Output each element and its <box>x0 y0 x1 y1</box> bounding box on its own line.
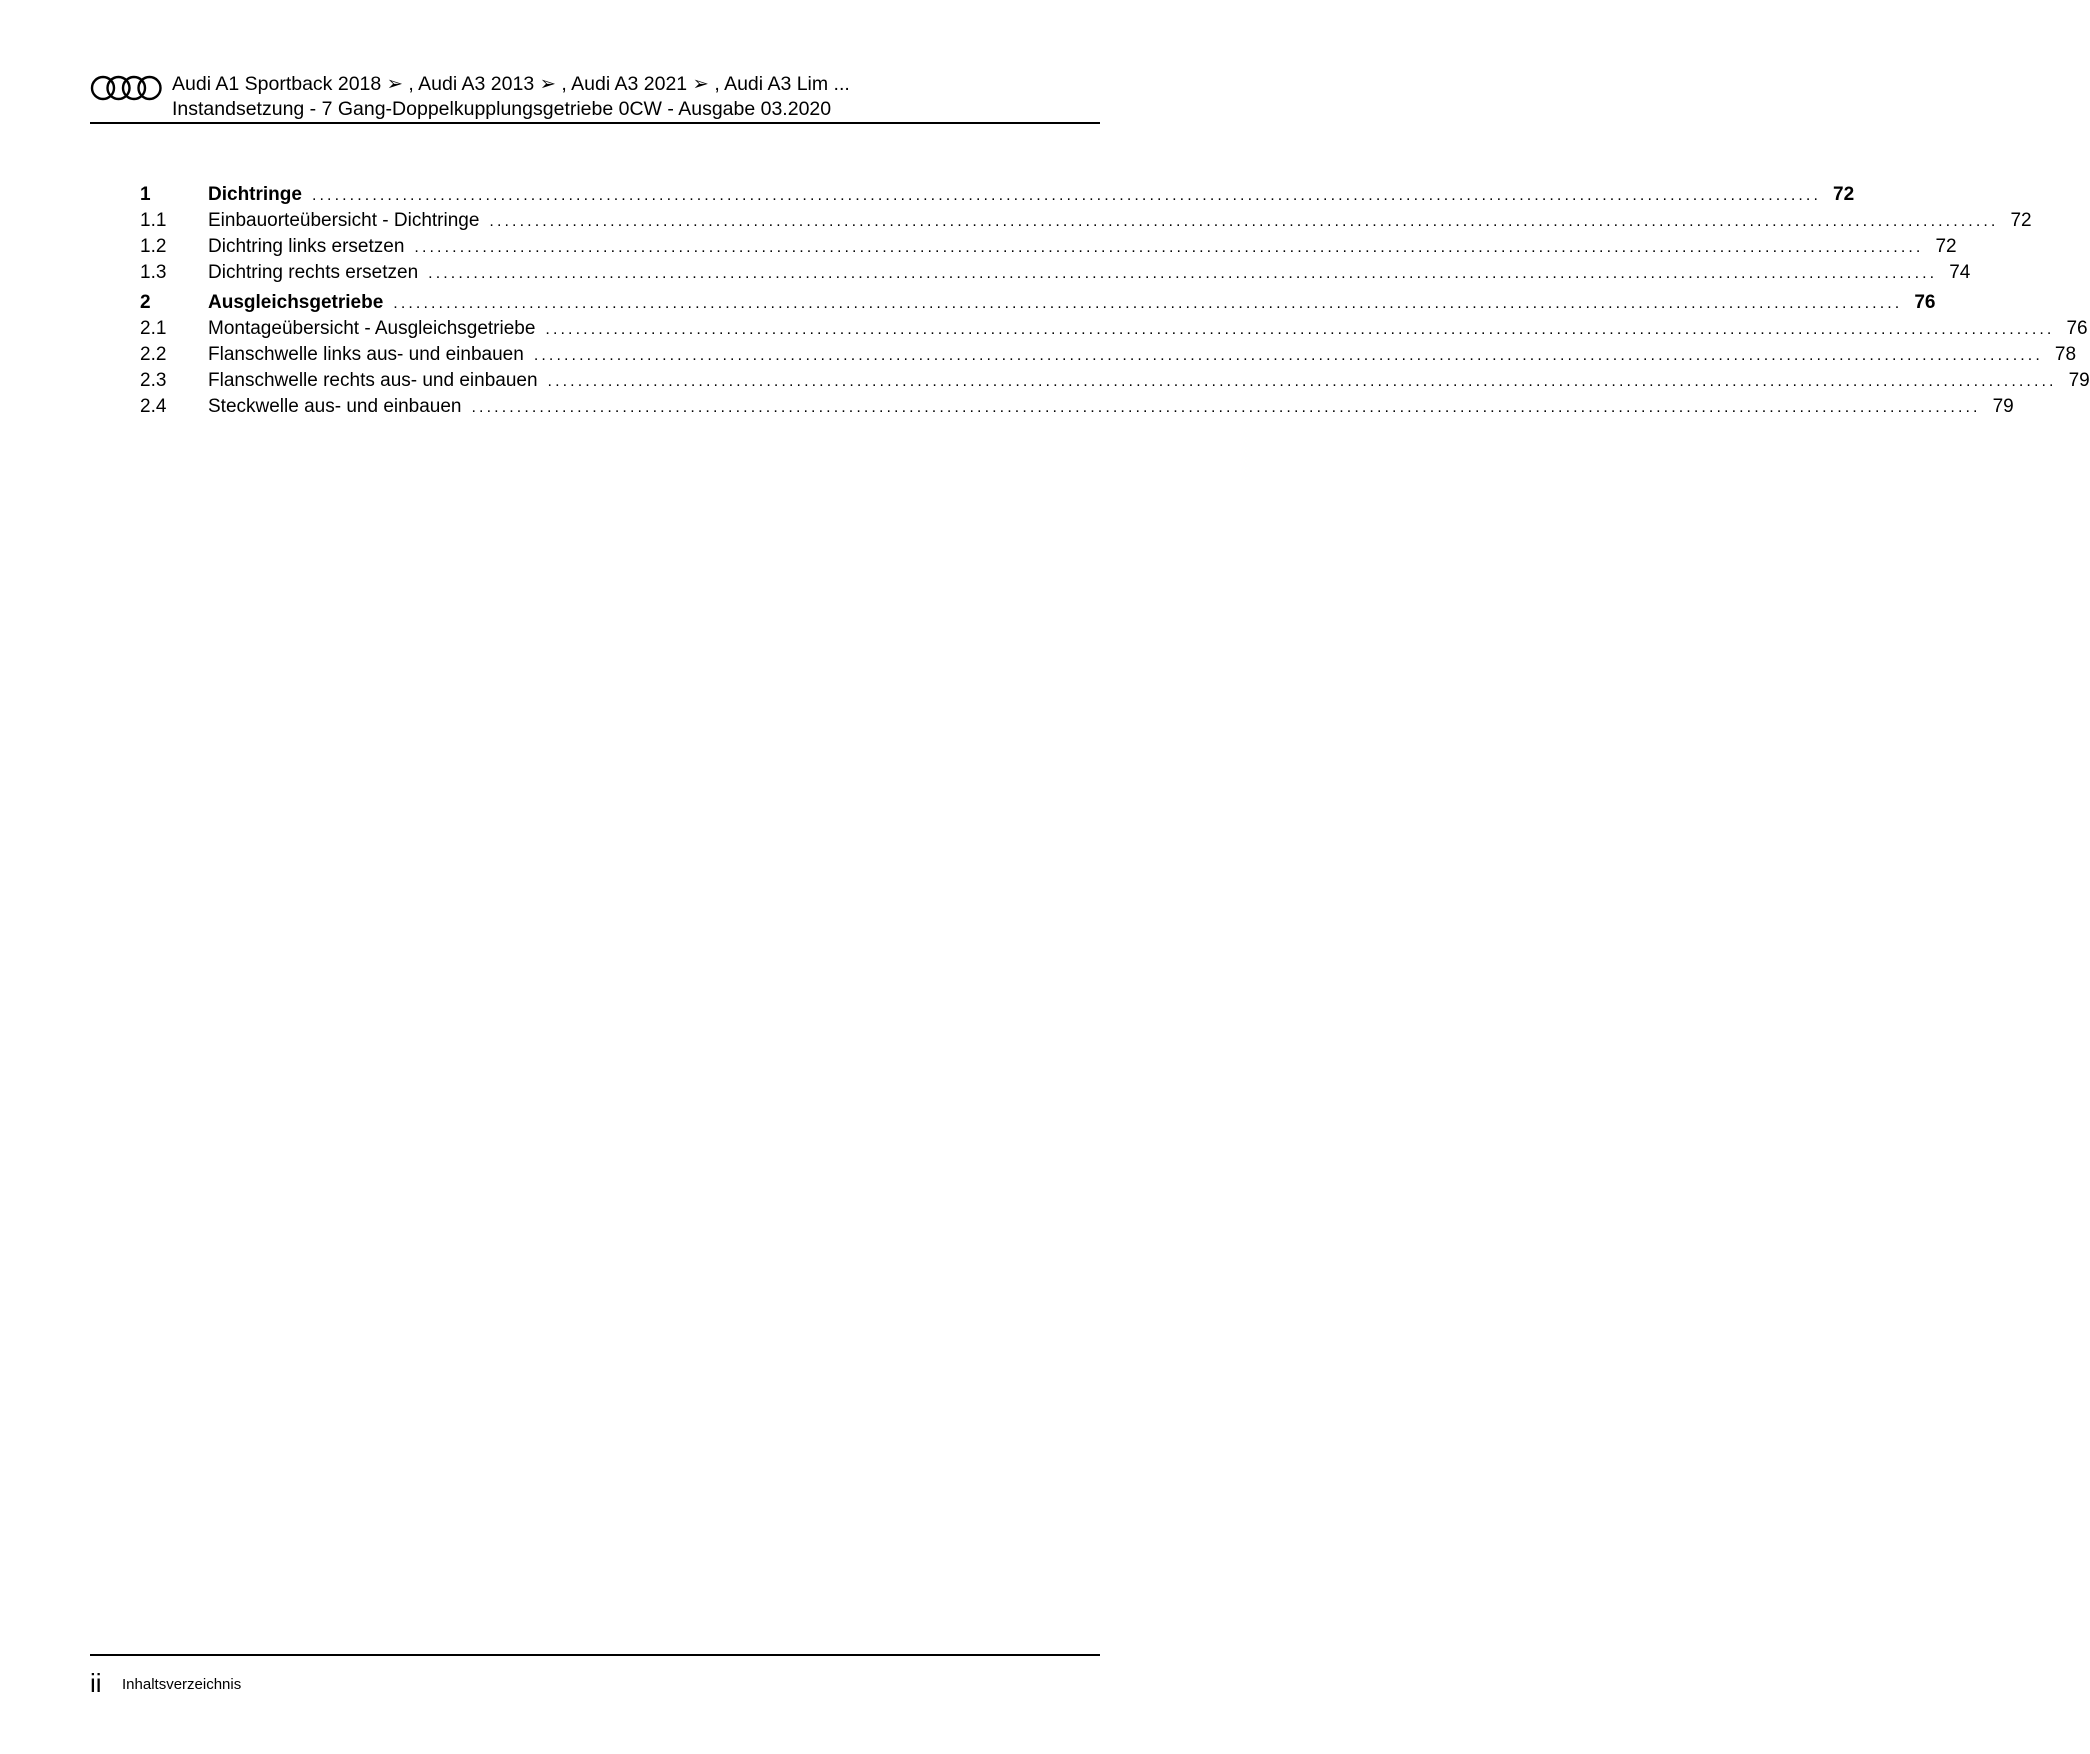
toc-entry-2-2[interactable] <box>140 342 2077 368</box>
toc-title: Flanschwelle rechts aus- und einbauen <box>208 370 538 391</box>
footer-label: Inhaltsverzeichnis <box>122 1676 242 1693</box>
audi-rings-icon <box>90 74 162 102</box>
toc-entry-1-3[interactable] <box>140 260 1971 286</box>
toc-number: 1.3 <box>140 262 167 283</box>
toc-number: 2.1 <box>140 318 167 339</box>
toc-number: 1 <box>140 184 151 205</box>
toc-title: Dichtring rechts ersetzen <box>208 262 419 283</box>
toc-page-number: 72 <box>2010 210 2032 231</box>
toc-page-number: 72 <box>1833 184 1855 205</box>
toc-entry-1-2[interactable] <box>140 234 1957 260</box>
toc-title: Dichtringe <box>208 184 302 205</box>
toc-title: Montageübersicht - Ausgleichsgetriebe <box>208 318 536 339</box>
toc-leader-dots: ........................................................................................................................................................................................................ <box>311 187 1822 204</box>
toc-entry-2-4[interactable] <box>140 394 2014 420</box>
toc-number: 2.4 <box>140 396 167 417</box>
table-of-contents <box>140 182 2090 420</box>
toc-number: 2 <box>140 292 151 313</box>
toc-page-number: 76 <box>2066 318 2088 339</box>
toc-entry-2[interactable] <box>140 290 1936 316</box>
toc-page-number: 79 <box>2068 370 2090 391</box>
toc-leader-dots: ........................................................................................................................................................................................................ <box>414 239 1924 256</box>
toc-entry-2-3[interactable] <box>140 368 2090 394</box>
toc-number: 1.2 <box>140 236 167 257</box>
header-title-line2: Instandsetzung - 7 Gang-Doppelkupplungsgetriebe 0CW - Ausgabe 03.2020 <box>172 98 832 120</box>
header-divider <box>90 122 1100 124</box>
toc-leader-dots: ........................................................................................................................................................................................................ <box>533 347 2043 364</box>
toc-leader-dots: ........................................................................................................................................................................................................ <box>547 373 2057 390</box>
toc-leader-dots: ........................................................................................................................................................................................................ <box>489 213 1999 230</box>
footer-page-number: ii <box>90 1668 102 1698</box>
toc-number: 1.1 <box>140 210 167 231</box>
toc-entry-1[interactable] <box>140 182 1855 208</box>
toc-leader-dots: ........................................................................................................................................................................................................ <box>545 321 2055 338</box>
toc-page-number: 72 <box>1935 236 1957 257</box>
toc-page-number: 78 <box>2054 344 2077 365</box>
toc-entry-1-1[interactable] <box>140 208 2032 234</box>
toc-number: 2.3 <box>140 370 167 391</box>
toc-entry-2-1[interactable] <box>140 316 2088 342</box>
toc-leader-dots: ........................................................................................................................................................................................................ <box>428 265 1938 282</box>
toc-title: Einbauorteübersicht - Dichtringe <box>208 210 480 231</box>
toc-number: 2.2 <box>140 344 167 365</box>
toc-page-number: 76 <box>1914 292 1936 313</box>
footer-divider <box>90 1654 1100 1656</box>
toc-title: Dichtring links ersetzen <box>208 236 405 257</box>
header-title-line1: Audi A1 Sportback 2018 ➢ , Audi A3 2013 ➢ , Audi A3 2021 ➢ , Audi A3 Lim ... <box>172 73 850 95</box>
toc-title: Flanschwelle links aus- und einbauen <box>208 344 524 365</box>
toc-leader-dots: ........................................................................................................................................................................................................ <box>471 399 1981 416</box>
toc-page-number: 74 <box>1949 262 1971 283</box>
toc-page-number: 79 <box>1992 396 2014 417</box>
toc-title: Steckwelle aus- und einbauen <box>208 396 462 417</box>
toc-leader-dots: ........................................................................................................................................................................................................ <box>393 295 1903 312</box>
toc-title: Ausgleichsgetriebe <box>208 292 384 313</box>
